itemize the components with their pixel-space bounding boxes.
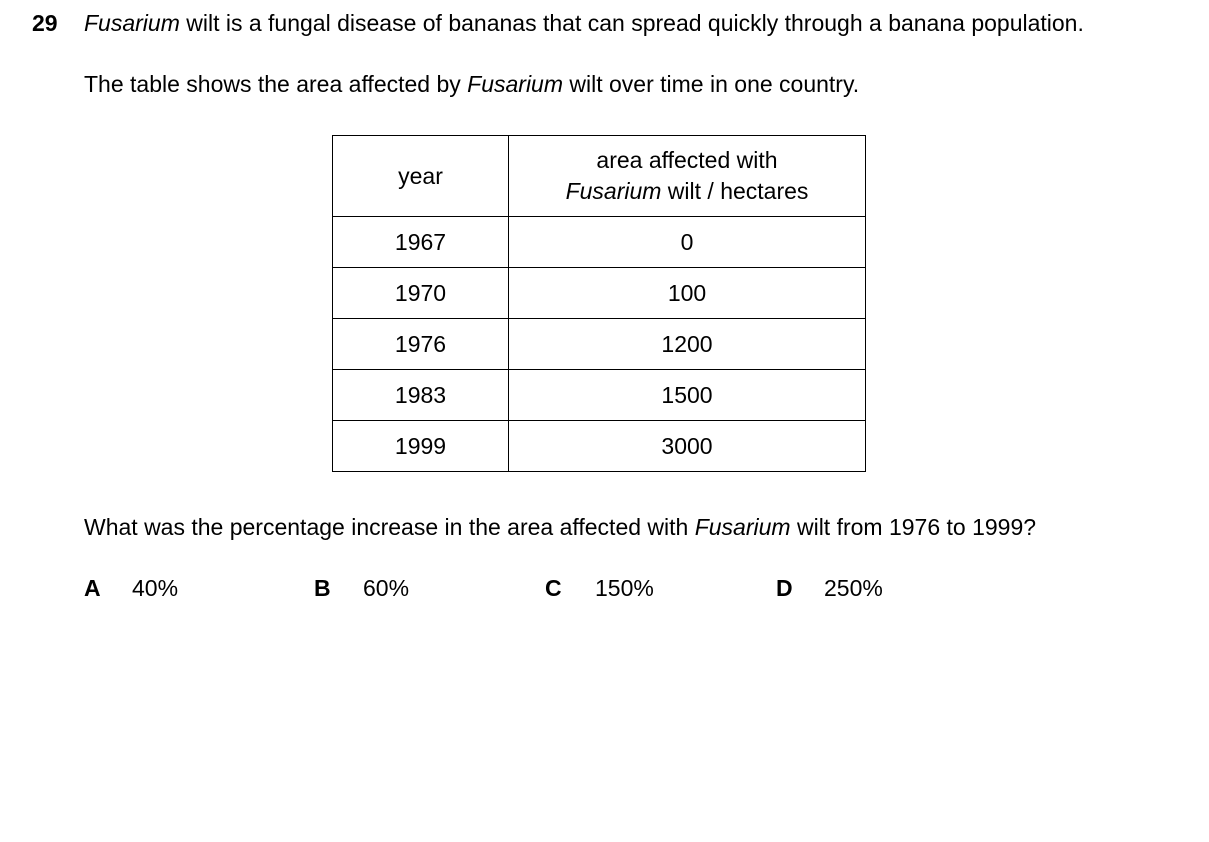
species-name: Fusarium [694, 514, 791, 540]
question-text-start: What was the percentage increase in the area affected with [84, 514, 695, 540]
question-text [84, 514, 1036, 541]
option-letter: D [776, 575, 793, 601]
table-row [333, 370, 866, 421]
data-table [332, 135, 866, 472]
year-cell: 1999 [333, 421, 509, 472]
table-row [333, 319, 866, 370]
option-letter: A [84, 575, 101, 601]
option-value: 60% [363, 575, 410, 601]
year-cell: 1983 [333, 370, 509, 421]
area-cell: 100 [509, 268, 866, 319]
year-cell: 1976 [333, 319, 509, 370]
option-value: 40% [132, 575, 179, 601]
table-row [333, 268, 866, 319]
table-header-row [333, 136, 866, 217]
option-value: 250% [824, 575, 883, 601]
header-area [509, 136, 866, 217]
area-cell: 1200 [509, 319, 866, 370]
table-intro-text-end: wilt over time in one country. [563, 71, 860, 97]
option-value: 150% [595, 575, 654, 601]
species-name: Fusarium [84, 10, 180, 36]
area-cell: 0 [509, 217, 866, 268]
area-cell: 1500 [509, 370, 866, 421]
year-cell: 1970 [333, 268, 509, 319]
header-year: year [333, 136, 509, 217]
header-area-line1: area affected with [596, 147, 778, 173]
table-intro-text-start: The table shows the area affected by [84, 71, 468, 97]
year-cell: 1967 [333, 217, 509, 268]
question-text-end: wilt from 1976 to 1999? [790, 514, 1037, 540]
table-row [333, 217, 866, 268]
species-name: Fusarium [467, 71, 564, 97]
option-letter: B [314, 575, 331, 601]
question-number: 29 [32, 10, 58, 36]
option-b[interactable] [314, 575, 409, 602]
option-letter: C [545, 575, 562, 601]
question-intro [84, 10, 1084, 37]
area-cell: 3000 [509, 421, 866, 472]
option-d[interactable] [776, 575, 883, 602]
header-area-species: Fusarium [565, 178, 662, 204]
option-c[interactable] [545, 575, 654, 602]
header-area-unit: wilt / hectares [661, 178, 809, 204]
table-intro [84, 71, 859, 98]
intro-text: wilt is a fungal disease of bananas that can spread quickly through a banana population. [179, 10, 1084, 36]
option-a[interactable] [84, 575, 178, 602]
table-row [333, 421, 866, 472]
